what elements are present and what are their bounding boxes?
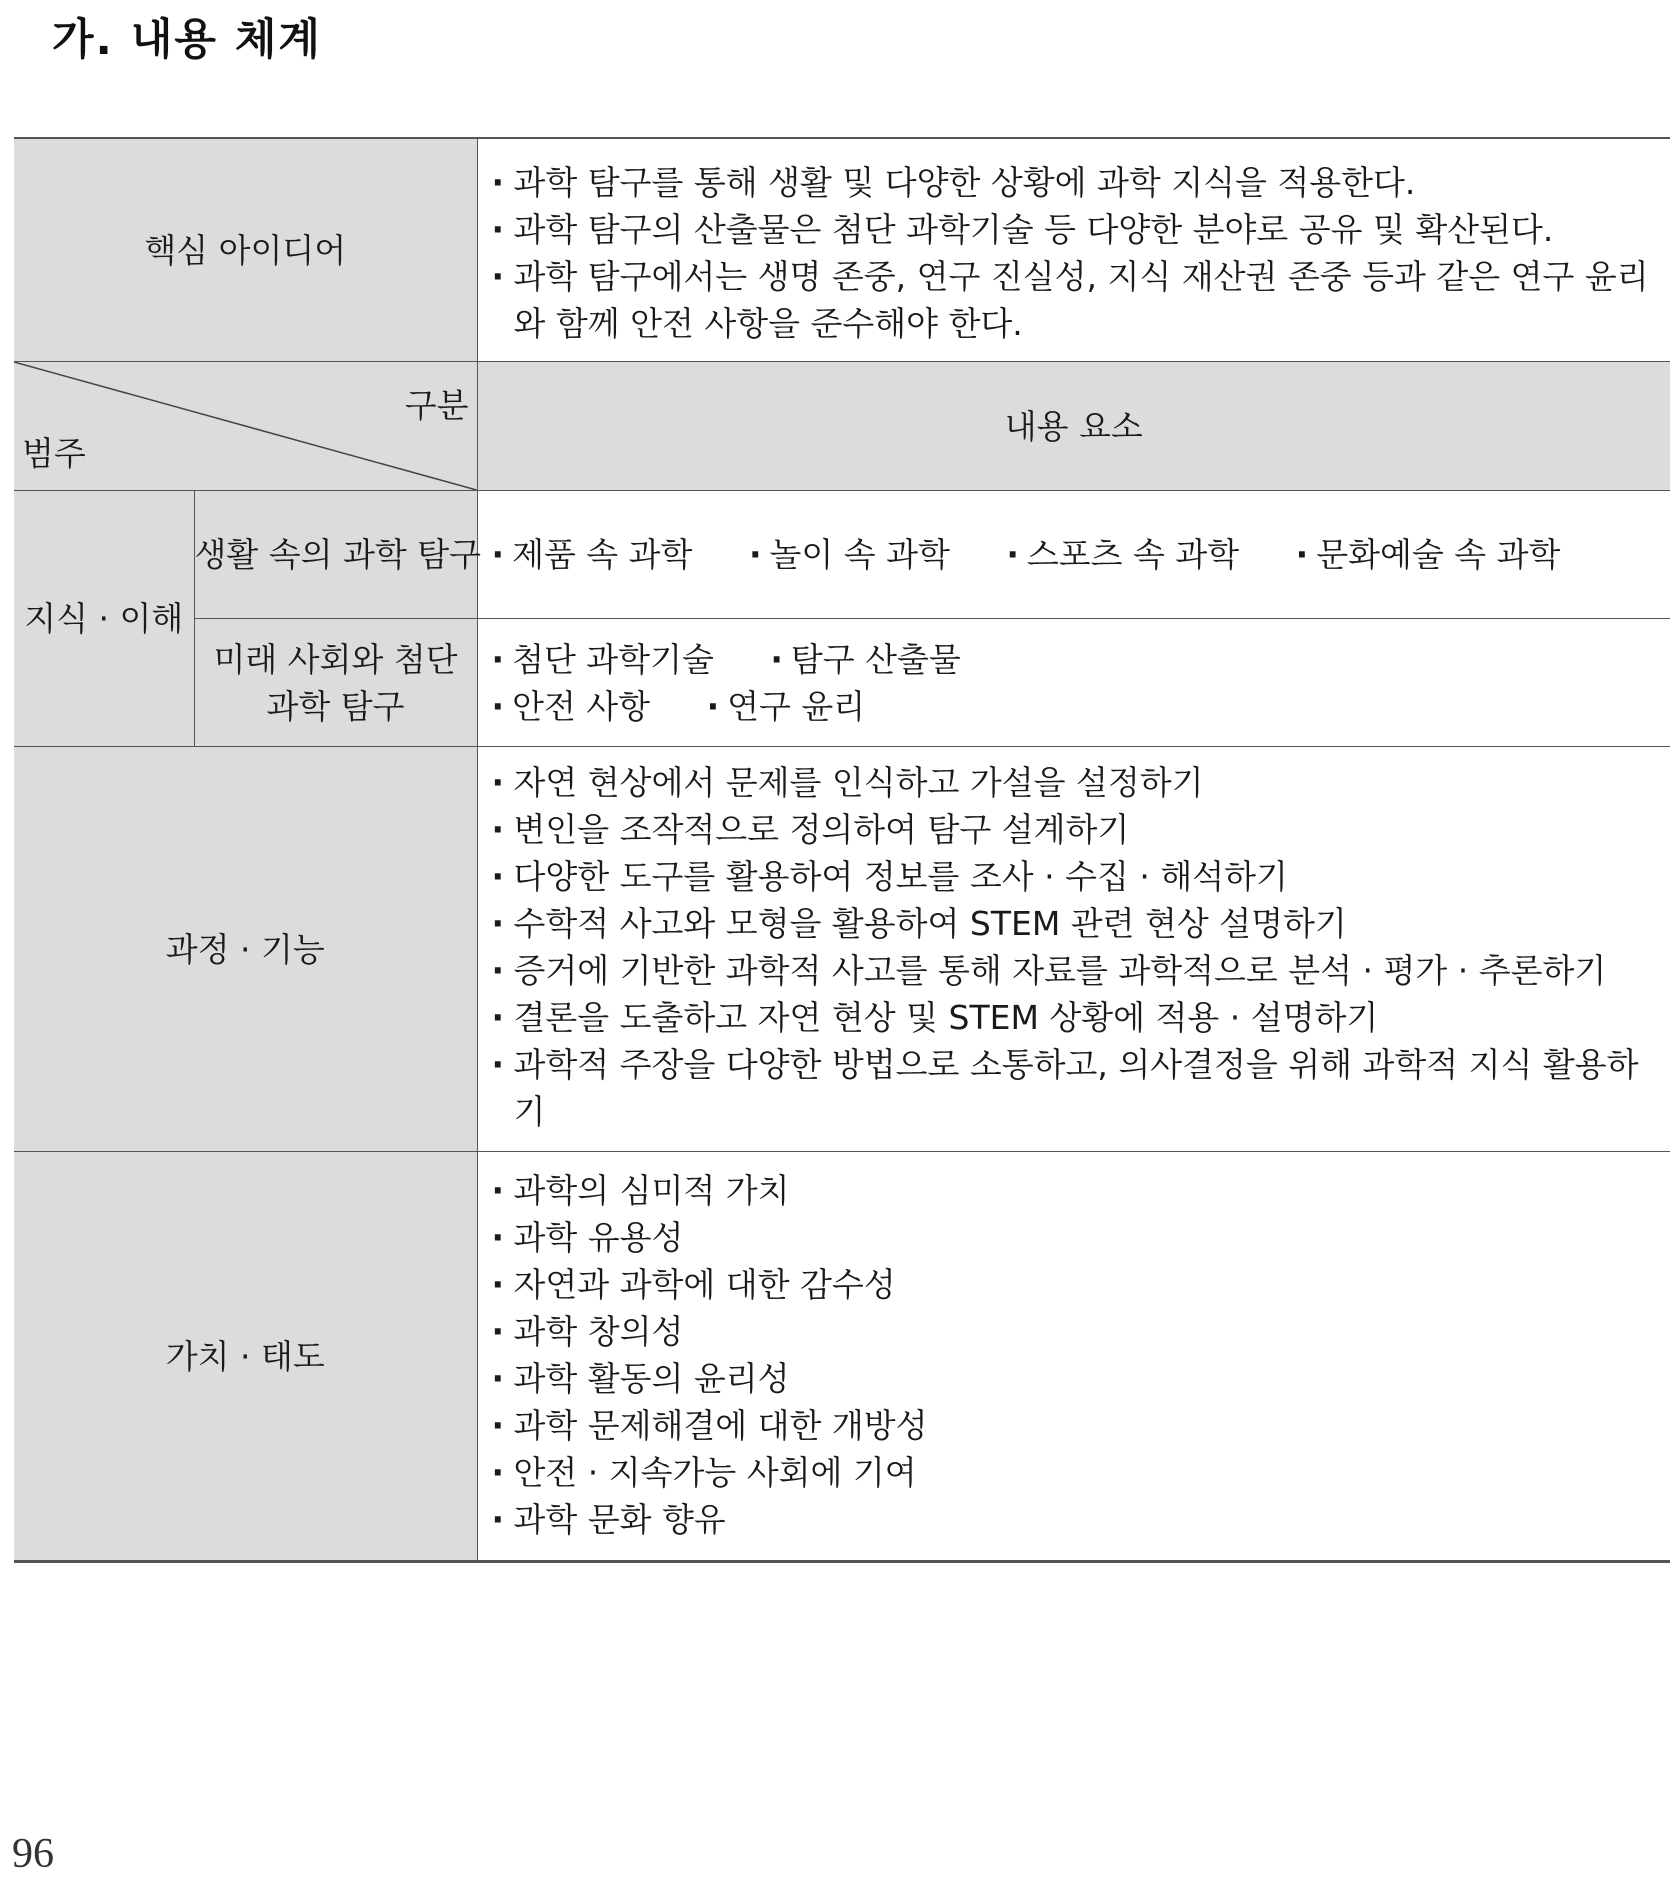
values-item: · 자연과 과학에 대한 감수성 <box>492 1261 1671 1308</box>
core-ideas-label: 핵심 아이디어 <box>14 138 477 362</box>
core-ideas-content <box>477 138 1670 362</box>
knowledge-label: 지식 · 이해 <box>14 491 194 747</box>
process-item: · 과학적 주장을 다양한 방법으로 소통하고, 의사결정을 위해 과학적 지식 활용하기 <box>492 1041 1671 1135</box>
content-element: · 놀이 속 과학 <box>749 535 950 574</box>
process-label: 과정 · 기능 <box>14 747 477 1152</box>
values-content <box>477 1152 1670 1562</box>
category-label: 범주 <box>22 434 86 473</box>
core-idea-item: · 과학 탐구에서는 생명 존중, 연구 진실성, 지식 재산권 존중 등과 같은 연구 윤리와 함께 안전 사항을 준수해야 한다. <box>492 253 1671 347</box>
process-item: · 수학적 사고와 모형을 활용하여 STEM 관련 현상 설명하기 <box>492 900 1671 947</box>
process-list <box>492 759 1671 1135</box>
process-item: · 자연 현상에서 문제를 인식하고 가설을 설정하기 <box>492 759 1671 806</box>
content-element: · 스포츠 속 과학 <box>1006 535 1239 574</box>
category-division-header <box>14 362 477 491</box>
content-element: · 탐구 산출물 <box>770 640 960 679</box>
process-content <box>477 747 1670 1152</box>
content-element: · 문화예술 속 과학 <box>1296 535 1561 574</box>
core-idea-item: · 과학 탐구를 통해 생활 및 다양한 상황에 과학 지식을 적용한다. <box>492 159 1671 206</box>
values-item: · 과학 문제해결에 대한 개방성 <box>492 1402 1671 1449</box>
content-element-line <box>492 683 1671 730</box>
core-idea-item: · 과학 탐구의 산출물은 첨단 과학기술 등 다양한 분야로 공유 및 확산된다. <box>492 206 1671 253</box>
content-system-table <box>14 137 1670 1563</box>
values-item: · 과학의 심미적 가치 <box>492 1167 1671 1214</box>
daily-life-inquiry-label: 생활 속의 과학 탐구 <box>194 491 477 619</box>
process-item: · 증거에 기반한 과학적 사고를 통해 자료를 과학적으로 분석 · 평가 · 추론하기 <box>492 947 1671 994</box>
content-element: · 제품 속 과학 <box>492 535 693 574</box>
values-list <box>492 1167 1671 1543</box>
content-element: · 연구 윤리 <box>707 687 866 726</box>
process-item: · 변인을 조작적으로 정의하여 탐구 설계하기 <box>492 806 1671 853</box>
values-label: 가치 · 태도 <box>14 1152 477 1562</box>
future-society-label-line2: 과학 탐구 <box>266 686 405 726</box>
future-society-inquiry-content <box>477 619 1670 747</box>
future-society-label-line1: 미래 사회와 첨단 <box>213 639 458 679</box>
core-ideas-list <box>492 159 1671 347</box>
section-title: 가. 내용 체계 <box>52 15 322 65</box>
values-item: · 안전 · 지속가능 사회에 기여 <box>492 1449 1671 1496</box>
values-item: · 과학 문화 향유 <box>492 1496 1671 1543</box>
content-element: · 첨단 과학기술 <box>492 640 714 679</box>
content-element: · 안전 사항 <box>492 687 651 726</box>
values-item: · 과학 유용성 <box>492 1214 1671 1261</box>
page-number: 96 <box>12 1831 54 1877</box>
values-item: · 과학 창의성 <box>492 1308 1671 1355</box>
content-elements-header: 내용 요소 <box>477 362 1670 491</box>
daily-life-inquiry-content <box>477 491 1670 619</box>
process-item: · 결론을 도출하고 자연 현상 및 STEM 상황에 적용 · 설명하기 <box>492 994 1671 1041</box>
values-item: · 과학 활동의 윤리성 <box>492 1355 1671 1402</box>
division-label: 구분 <box>404 386 469 425</box>
content-element-line <box>492 636 1671 683</box>
process-item: · 다양한 도구를 활용하여 정보를 조사 · 수집 · 해석하기 <box>492 853 1671 900</box>
future-society-inquiry-label <box>194 619 477 747</box>
